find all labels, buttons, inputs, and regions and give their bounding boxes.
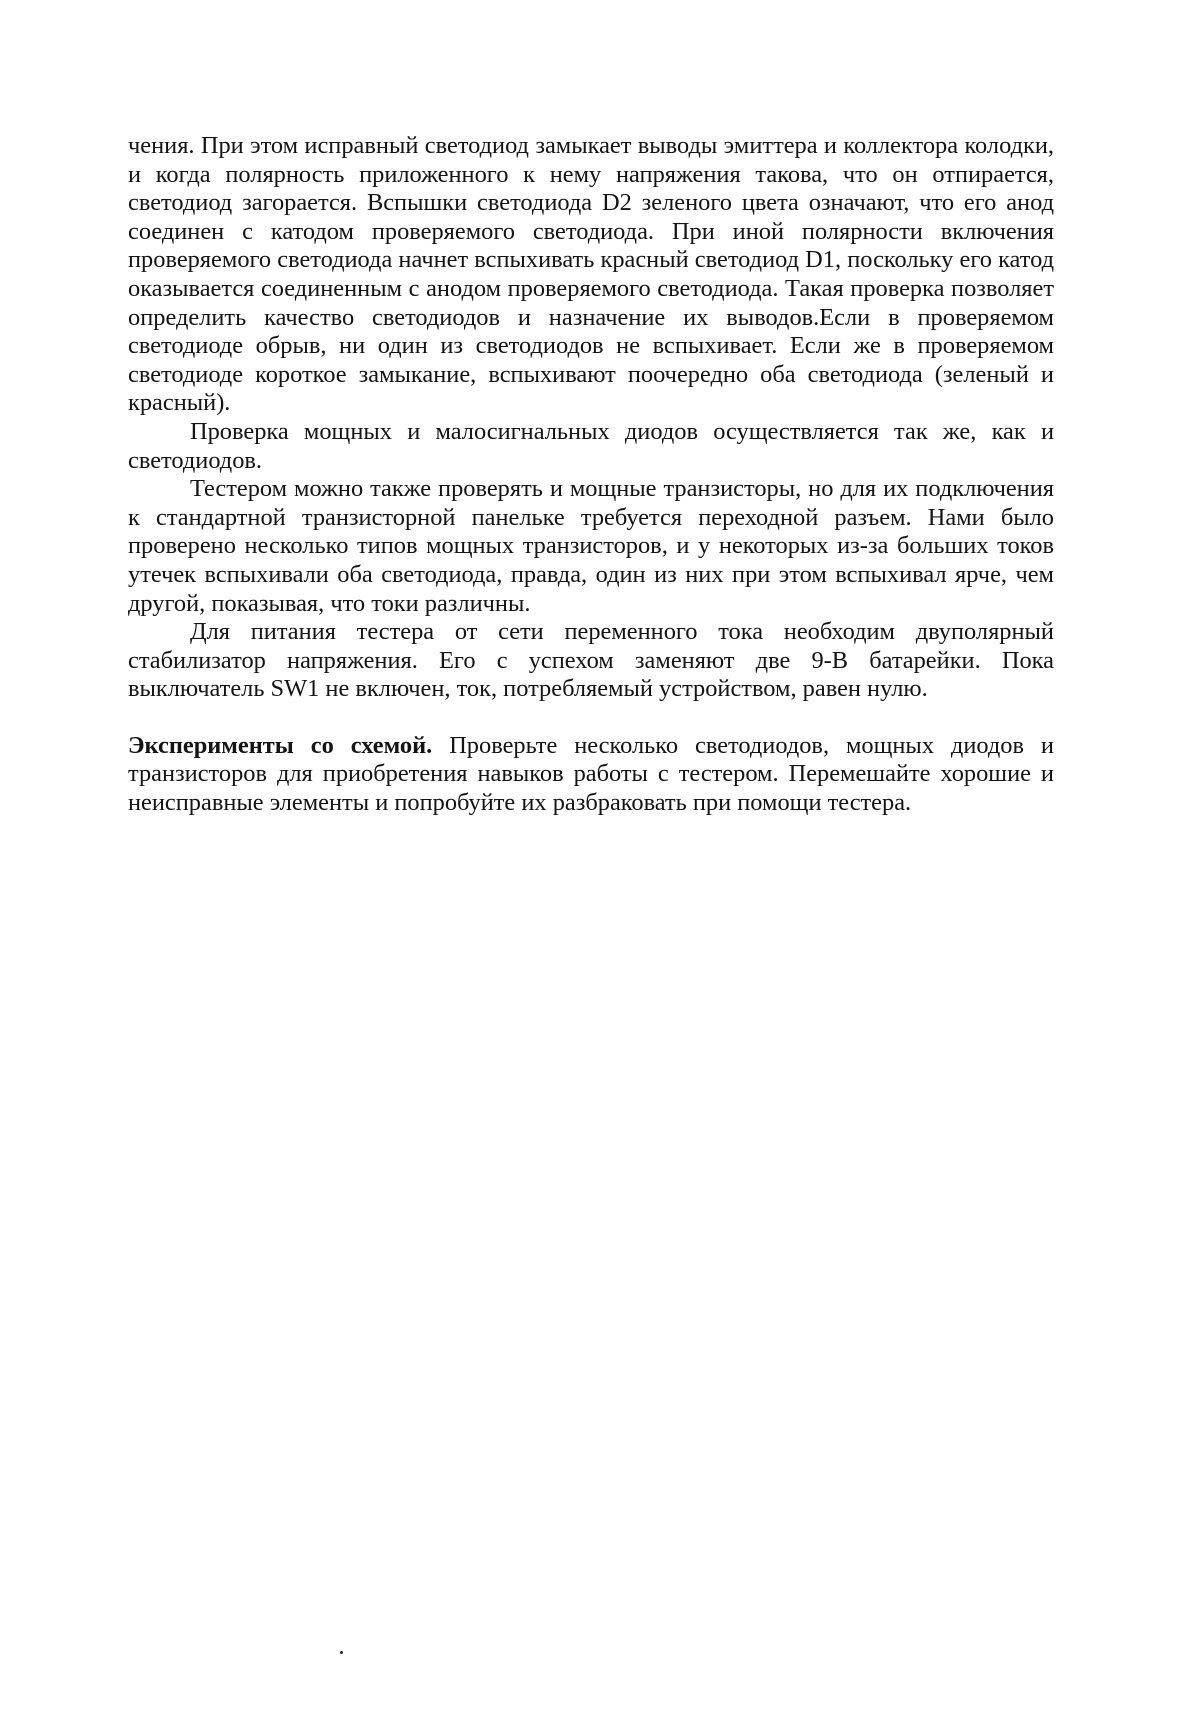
experiments-text: Проверьте несколько светодиодов, мощных диодов и транзисторов для приобретения навыков работы с тестером. Перемешайте хорошие и неисправные элементы и попробуйте их разбраковать при помощи тестера. bbox=[128, 732, 1054, 816]
paragraph-diode-check: Проверка мощных и малосигнальных диодов осуществляется так же, как и светодиодов. bbox=[128, 418, 1054, 475]
paragraph-led-check: чения. При этом исправный светодиод замыкает выводы эмиттера и коллектора колодки, и когда полярность приложенного к нему напряжения такова, что он отпирается, светодиод загорается. Вспышки светодиода D2 зеленого цвета означают, что его анод соединен с катодом проверяемого светодиода. При иной полярности включения проверяемого светодиода начнет вспыхивать красный светодиод D1, поскольку его катод оказывается соединенным с анодом проверяемого светодиода. Такая проверка позволяет определить качество светодиодов и назначение их выводов.Если в проверяемом светодиоде обрыв, ни один из светодиодов не вспыхивает. Если же в проверяемом светодиоде короткое замыкание, вспыхивают поочередно оба светодиода (зеленый и красный). bbox=[128, 132, 1054, 418]
paragraph-transistor-check: Тестером можно также проверять и мощные транзисторы, но для их подключения к стандартной транзисторной панельке требуется переходной разъем. Нами было проверено несколько типов мощных транзисторов, и у некоторых из-за больших токов утечек вспыхивали оба светодиода, правда, один из них при этом вспыхивал ярче, чем другой, показывая, что токи различны. bbox=[128, 475, 1054, 618]
document-page bbox=[128, 132, 1054, 818]
experiments-heading: Эксперименты со схемой. bbox=[128, 732, 432, 759]
scan-speck bbox=[340, 1651, 343, 1654]
paragraph-power-supply: Для питания тестера от сети переменного тока необходим двуполярный стабилизатор напряжения. Его с успехом заменяют две 9-В батарейки. Пока выключатель SW1 не включен, ток, потребляемый устройством, равен нулю. bbox=[128, 618, 1054, 704]
experiments-paragraph bbox=[128, 732, 1054, 818]
